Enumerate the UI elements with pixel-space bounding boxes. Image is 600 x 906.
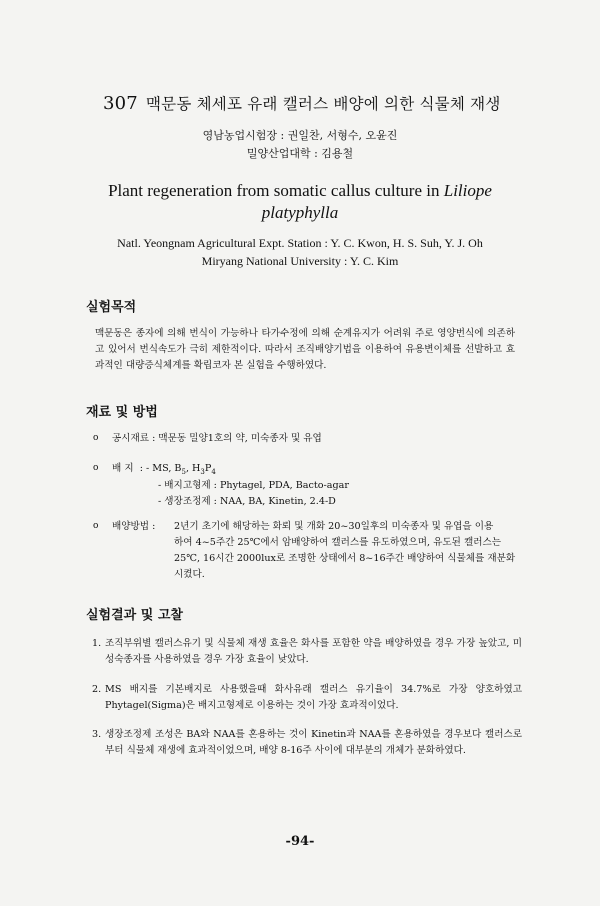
- korean-affiliation-1: 영남농업시험장 : 권일찬, 서형수, 오윤진: [202, 129, 398, 142]
- method-culture-line-4: 시켰다.: [174, 569, 205, 580]
- bullet-icon: o: [93, 521, 99, 531]
- medium-label: 배 지: [112, 463, 134, 474]
- result-number: 3.: [92, 729, 102, 740]
- medium-main: P: [204, 463, 212, 474]
- english-title-genus: Liliope: [443, 181, 492, 200]
- medium-main: , H: [185, 463, 201, 474]
- korean-title-text: 맥문동 체세포 유래 캘러스 배양에 의한 식물체 재생: [145, 95, 501, 113]
- section-heading-purpose: 실험목적: [86, 300, 137, 315]
- korean-title: [103, 92, 501, 114]
- result-text: 조직부위별 캘러스유기 및 식물체 재생 효율은 화사를 포함한 약을 배양하였을 경우 가장 높았고, 미성숙종자를 사용하였을 경우 가장 효율이 낮았다.: [105, 638, 522, 665]
- english-affiliation-1: Natl. Yeongnam Agricultural Expt. Station : Y. C. Kwon, H. S. Suh, Y. J. Oh: [117, 236, 483, 250]
- english-title-text: Plant regeneration from somatic callus culture in: [108, 181, 444, 200]
- section-heading-results: 실험결과 및 고찰: [86, 608, 183, 623]
- medium-sub: 5: [181, 467, 186, 476]
- bullet-icon: o: [93, 433, 99, 443]
- method-material: 공시재료 : 맥문동 밀양1호의 약, 미숙종자 및 유엽: [112, 433, 322, 444]
- bullet-icon: o: [93, 463, 99, 473]
- english-affiliation-2: Miryang National University : Y. C. Kim: [201, 254, 399, 268]
- medium-sub: 3: [200, 467, 205, 476]
- result-number: 1.: [92, 638, 102, 649]
- method-medium-gel: - 배지고형제 : Phytagel, PDA, Bacto-agar: [158, 480, 349, 491]
- method-medium-growth: - 생장조정제 : NAA, BA, Kinetin, 2.4-D: [158, 496, 336, 507]
- result-item-1: [92, 636, 522, 668]
- result-text: 생장조정제 조성은 BA와 NAA를 혼용하는 것이 Kinetin과 NAA를 혼용하였을 경우보다 캘러스로부터 식물체 재생에 효과적이었으며, 배양 8-16주 사이에 대부분의 개체가 분화하였다.: [105, 729, 522, 756]
- method-culture-label: 배양방법 :: [112, 521, 156, 532]
- korean-affiliation-2: 밀양산업대학 : 김용철: [246, 147, 354, 160]
- result-number: 2.: [92, 684, 102, 695]
- page-number: -94-: [285, 834, 315, 849]
- method-culture-line-2: 하여 4~5주간 25℃에서 암배양하여 캘러스를 유도하였으며, 유도된 캘러스는: [174, 537, 502, 548]
- medium-main: : - MS, B: [139, 463, 182, 474]
- medium-sub: 4: [211, 467, 216, 476]
- result-item-2: [92, 682, 522, 714]
- purpose-paragraph: 맥문동은 종자에 의해 번식이 가능하나 타가수정에 의해 순계유지가 어려워 주로 영양번식에 의존하고 있어서 번식속도가 극히 제한적이다. 따라서 조직배양기법을 이용하여 유용변이체를 선발하고 효과적인 대량증식체계를 확립코자 본 실험을 수행하였다.: [95, 328, 515, 371]
- result-text: MS 배지를 기본배지로 사용했을때 화사유래 캘러스 유기율이 34.7%로 가장 양호하였고 Phytagel(Sigma)은 배지고형제로 이용하는 것이 가장 효과적이었다.: [105, 684, 522, 711]
- method-culture-line-3: 25℃, 16시간 2000lux로 조명한 상태에서 8~16주간 배양하여 식물체를 재분화: [174, 553, 516, 564]
- result-item-3: [92, 727, 522, 759]
- abstract-number: 307: [103, 93, 138, 114]
- method-culture-line-1: 2년기 초기에 해당하는 화뢰 및 개화 20~30일후의 미숙종자 및 유엽을 이용: [174, 521, 494, 532]
- english-title-species: platyphylla: [261, 203, 339, 222]
- section-heading-methods: 재료 및 방법: [86, 405, 158, 420]
- english-title: [60, 180, 540, 224]
